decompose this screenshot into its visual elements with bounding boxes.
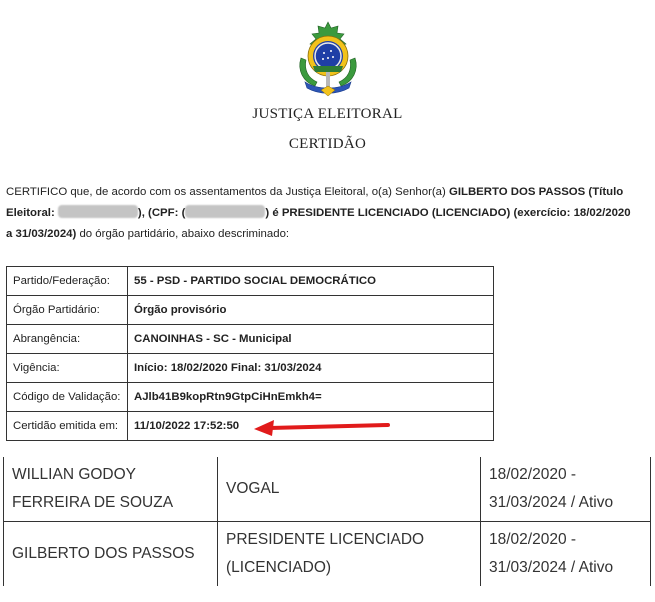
- intro-text: CERTIFICO que, de acordo com os assentamentos da Justiça Eleitoral, o(a) Senhor(a): [6, 186, 449, 198]
- arrow-shaft: [270, 425, 388, 428]
- label-abrangencia: Abrangência:: [7, 325, 128, 354]
- member-period: 18/02/2020 - 31/03/2024 / Ativo: [481, 457, 651, 522]
- holder-name: GILBERTO DOS PASSOS: [448, 186, 586, 198]
- value-codigo: AJlb41B9kopRtn9GtpCiHnEmkh4=: [128, 383, 494, 412]
- member-role: PRESIDENTE LICENCIADO (LICENCIADO): [218, 522, 481, 587]
- info-row-abrangencia: [7, 325, 494, 354]
- member-name: GILBERTO DOS PASSOS: [4, 522, 218, 587]
- value-orgao: Órgão provisório: [128, 296, 494, 325]
- redacted-cpf: [185, 205, 265, 218]
- label-partido: Partido/Federação:: [7, 267, 128, 296]
- cpf-label: ), (CPF:: [137, 207, 182, 219]
- info-row-orgao: [7, 296, 494, 325]
- titulo-label: (Título Eleitoral:: [6, 186, 624, 219]
- member-row: [4, 522, 651, 587]
- member-role: VOGAL: [218, 457, 481, 522]
- info-row-codigo: [7, 383, 494, 412]
- exercise-period: (exercício: 18/02/2020 a 31/03/2024): [6, 207, 631, 240]
- after-cpf-text: ) é: [265, 207, 282, 219]
- document-subtitle: CERTIDÃO: [288, 136, 367, 152]
- value-abrangencia: CANOINHAS - SC - Municipal: [128, 325, 494, 354]
- red-arrow-annotation: [252, 418, 392, 438]
- tail-text: do órgão partidário, abaixo descriminado:: [76, 228, 290, 240]
- page-title: JUSTIÇA ELEITORAL: [252, 106, 403, 122]
- cpf-visible: (: [181, 207, 186, 219]
- value-partido: 55 - PSD - PARTIDO SOCIAL DEMOCRÁTICO: [128, 267, 494, 296]
- info-row-emitida: [7, 412, 494, 441]
- certificate-paragraph: [6, 182, 638, 245]
- redacted-titulo: [58, 205, 138, 218]
- label-emitida: Certidão emitida em:: [7, 412, 128, 441]
- member-row: [4, 457, 651, 522]
- value-emitida: 11/10/2022 17:52:50: [128, 412, 494, 441]
- info-row-partido: [7, 267, 494, 296]
- member-period: 18/02/2020 - 31/03/2024 / Ativo: [481, 522, 651, 587]
- coat-of-arms-emblem: [291, 20, 365, 98]
- party-info-table: [6, 266, 494, 441]
- member-name: WILLIAN GODOY FERREIRA DE SOUZA: [4, 457, 218, 522]
- info-row-vigencia: [7, 354, 494, 383]
- holder-role: PRESIDENTE LICENCIADO (LICENCIADO): [281, 207, 511, 219]
- members-table: [3, 457, 651, 586]
- label-vigencia: Vigência:: [7, 354, 128, 383]
- label-orgao: Órgão Partidário:: [7, 296, 128, 325]
- value-vigencia: Início: 18/02/2020 Final: 31/03/2024: [128, 354, 494, 383]
- arrow-head: [254, 420, 274, 436]
- label-codigo: Código de Validação:: [7, 383, 128, 412]
